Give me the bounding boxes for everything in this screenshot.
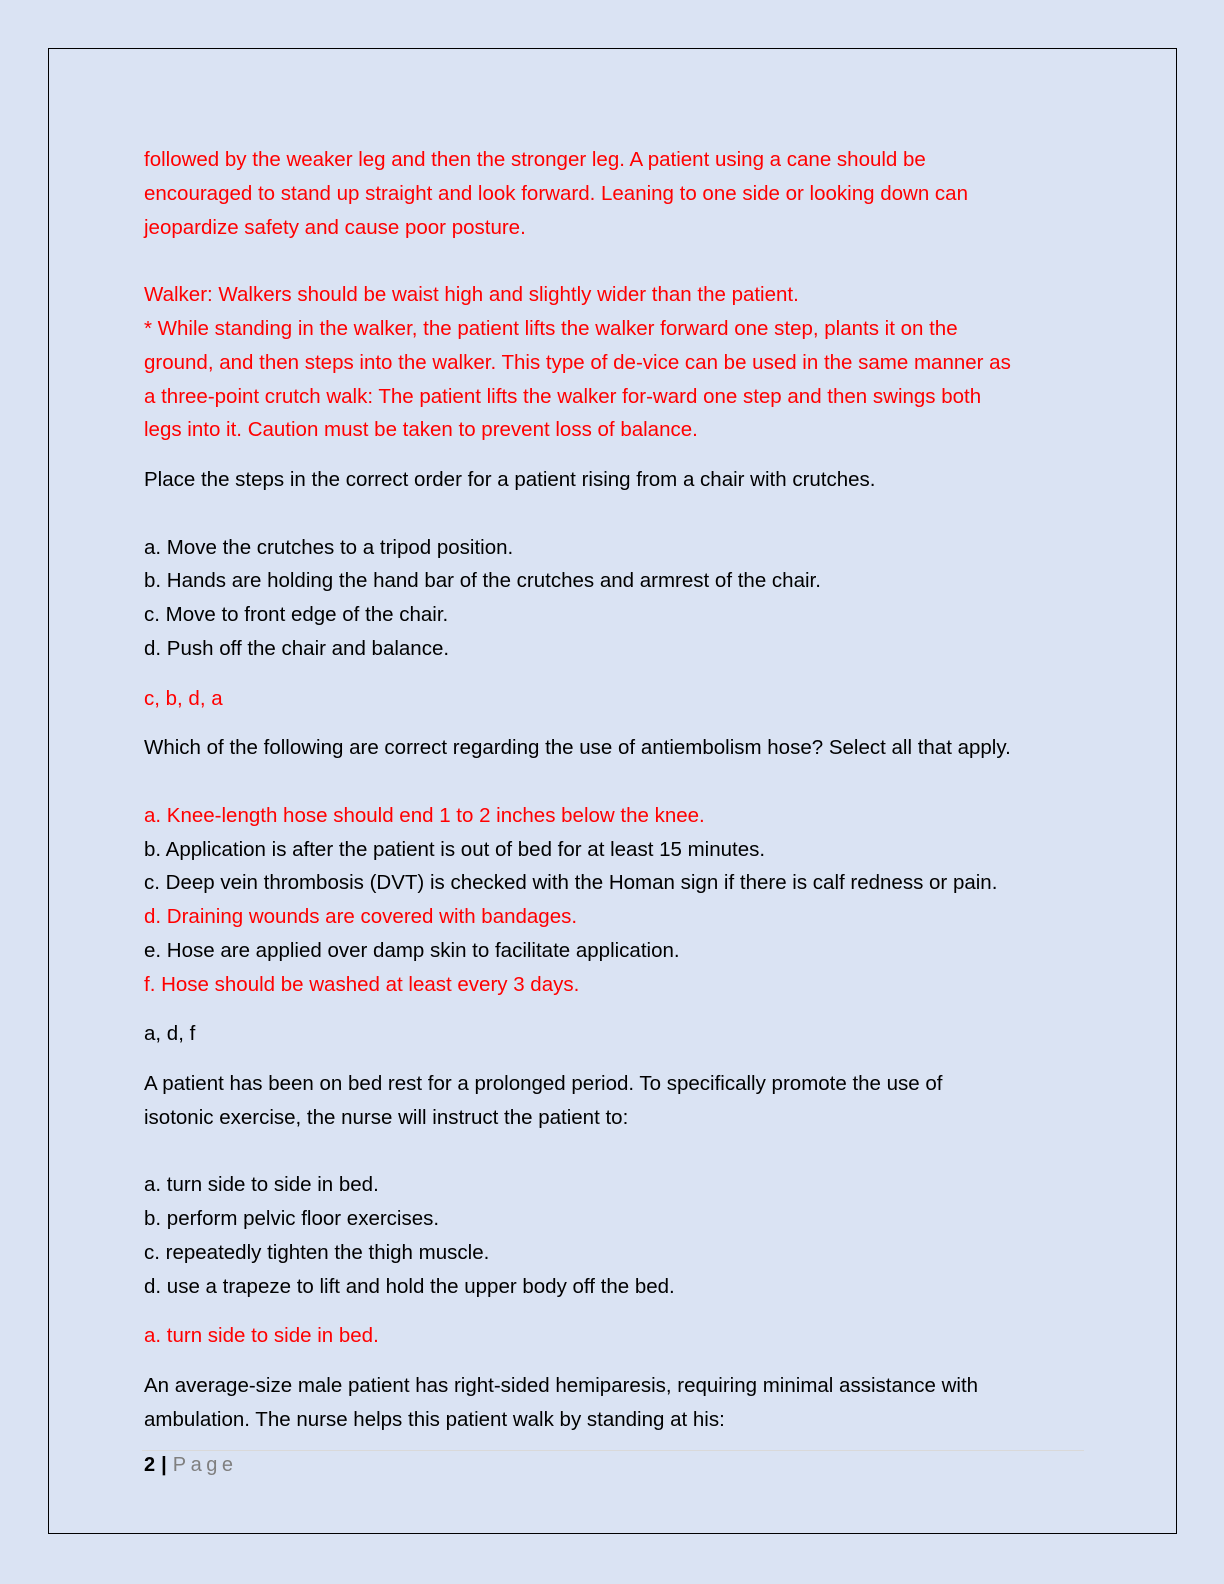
hose-option-a: a. Knee-length hose should end 1 to 2 inches below the knee. xyxy=(144,803,705,827)
hose-answer: a, d, f xyxy=(144,1022,196,1046)
walker-text-line-3: a three-point crutch walk: The patient lifts the walker for-ward one step and then swings both xyxy=(144,384,982,408)
isotonic-option-c: c. repeatedly tighten the thigh muscle. xyxy=(144,1240,490,1264)
hose-option-f: f. Hose should be washed at least every 3 days. xyxy=(144,972,580,996)
question-hemiparesis-line-2: ambulation. The nurse helps this patient walk by standing at his: xyxy=(144,1407,725,1431)
crutches-option-b: b. Hands are holding the hand bar of the crutches and armrest of the chair. xyxy=(144,569,821,593)
crutches-option-c: c. Move to front edge of the chair. xyxy=(144,603,449,627)
page-footer xyxy=(144,1452,237,1478)
hose-option-d: d. Draining wounds are covered with bandages. xyxy=(144,905,578,929)
walker-heading: Walker: Walkers should be waist high and slightly wider than the patient. xyxy=(144,283,799,307)
hose-option-c: c. Deep vein thrombosis (DVT) is checked with the Homan sign if there is calf redness or pain. xyxy=(144,871,998,895)
document-body xyxy=(144,143,1084,1436)
question-crutches: Place the steps in the correct order for a patient rising from a chair with crutches. xyxy=(144,467,876,491)
cane-text-line-2: encouraged to stand up straight and look forward. Leaning to one side or looking down can xyxy=(144,181,968,205)
walker-text-line-4: legs into it. Caution must be taken to prevent loss of balance. xyxy=(144,418,698,442)
walker-text-line-1: * While standing in the walker, the patient lifts the walker forward one step, plants it on the xyxy=(144,316,958,340)
question-isotonic-line-2: isotonic exercise, the nurse will instruct the patient to: xyxy=(144,1105,629,1129)
isotonic-answer: a. turn side to side in bed. xyxy=(144,1324,379,1348)
question-hemiparesis-line-1: An average-size male patient has right-sided hemiparesis, requiring minimal assistance with xyxy=(144,1373,979,1397)
isotonic-option-b: b. perform pelvic floor exercises. xyxy=(144,1207,440,1231)
crutches-option-a: a. Move the crutches to a tripod position. xyxy=(144,535,514,559)
page-label: Page xyxy=(172,1454,238,1476)
isotonic-option-d: d. use a trapeze to lift and hold the upper body off the bed. xyxy=(144,1274,675,1298)
page-number: 2 xyxy=(144,1454,156,1476)
hose-option-e: e. Hose are applied over damp skin to facilitate application. xyxy=(144,938,680,962)
isotonic-option-a: a. turn side to side in bed. xyxy=(144,1173,379,1197)
question-antiembolism-hose: Which of the following are correct regarding the use of antiembolism hose? Select all that apply. xyxy=(144,736,1011,760)
cane-text-line-1: followed by the weaker leg and then the stronger leg. A patient using a cane should be xyxy=(144,148,926,171)
walker-text-line-2: ground, and then steps into the walker. This type of de-vice can be used in the same manner as xyxy=(144,350,1011,374)
question-isotonic-line-1: A patient has been on bed rest for a prolonged period. To specifically promote the use of xyxy=(144,1071,943,1095)
crutches-option-d: d. Push off the chair and balance. xyxy=(144,636,450,660)
cane-text-line-3: jeopardize safety and cause poor posture. xyxy=(144,215,526,239)
hose-option-b: b. Application is after the patient is out of bed for at least 15 minutes. xyxy=(144,837,766,861)
footer-separator: | xyxy=(161,1454,167,1476)
footer-divider xyxy=(142,1450,1084,1451)
crutches-answer: c, b, d, a xyxy=(144,686,223,710)
